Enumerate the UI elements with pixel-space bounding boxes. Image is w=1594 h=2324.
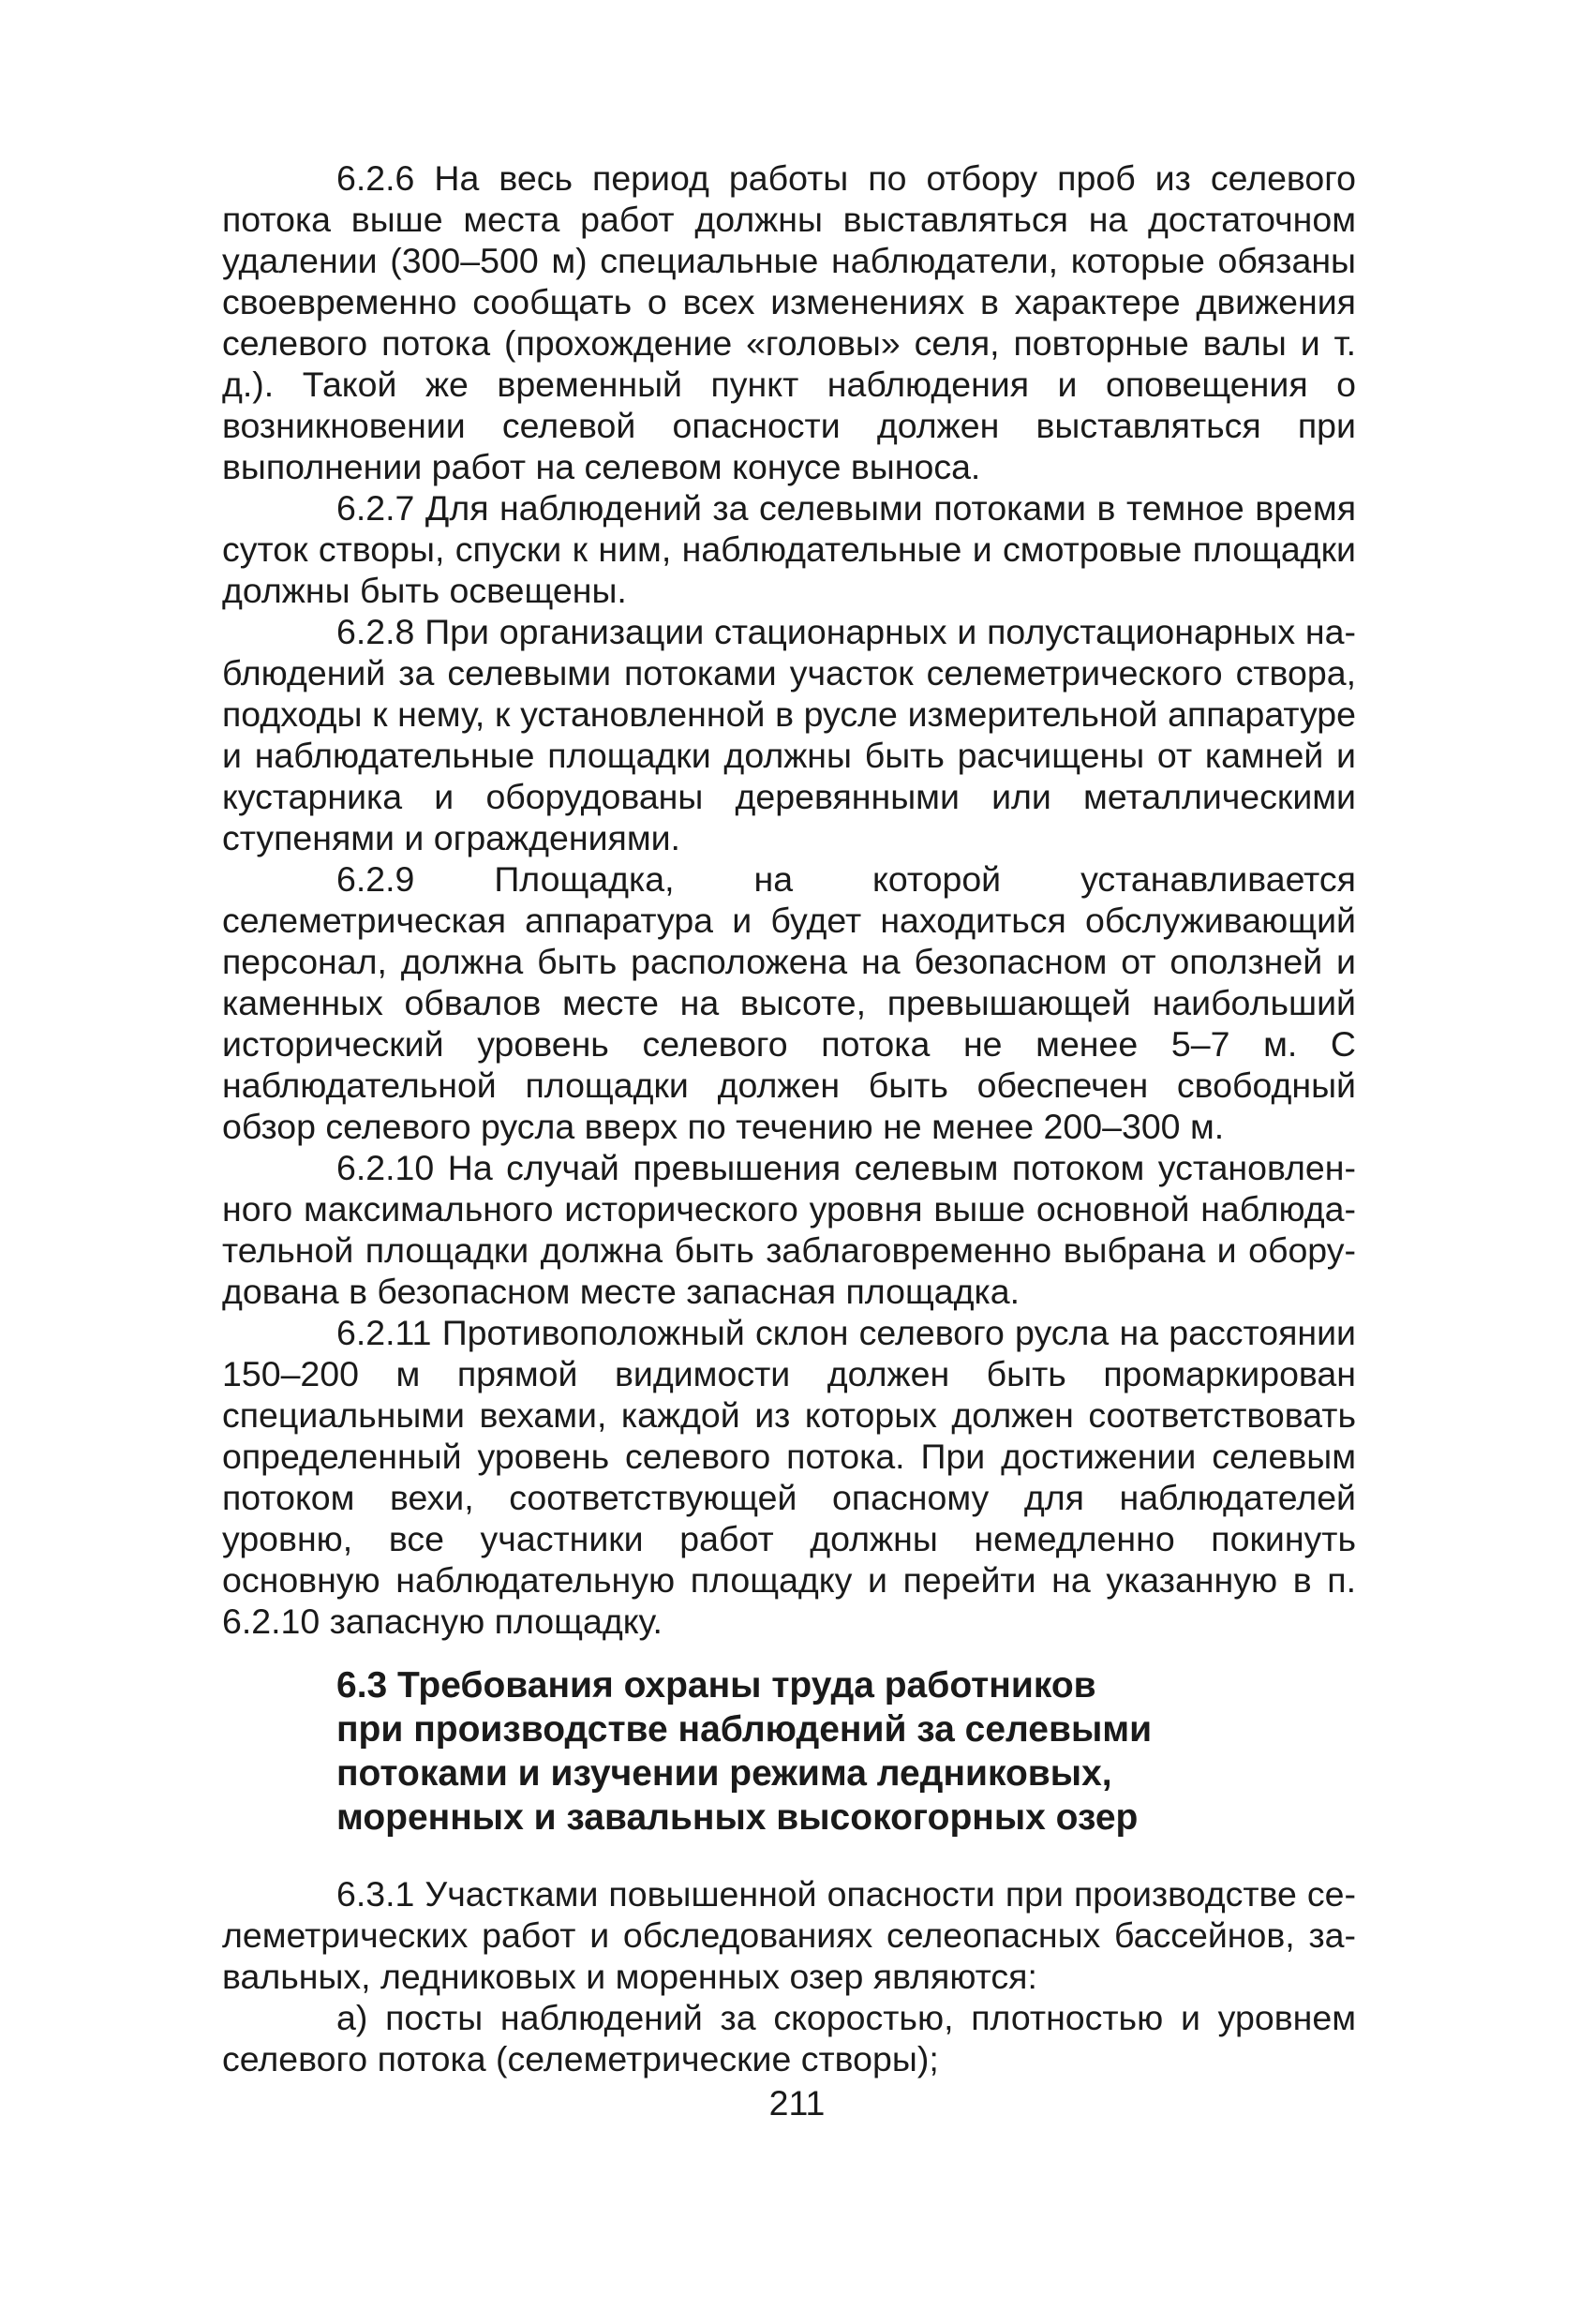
section-heading-6-3 — [336, 1663, 1274, 1840]
body-text-top — [222, 157, 1356, 1642]
paragraph-6-2-6: 6.2.6 На весь период работы по отбору проб из селевого потока выше места работ должны выставляться на достаточном удалении (300–500 м) специальные наблюдатели, которые обязаны своевременно сообщать о всех изменениях в характере движения селевого потока (прохождение «головы» селя, повторные валы и т. д.). Такой же временный пункт наблюдения и оповещения о возникновении селевой опасности должен выставляться при выполнении работ на селевом конусе выноса. — [222, 158, 1356, 486]
heading-line: моренных и завальных высокогорных озер — [336, 1797, 1139, 1838]
heading-line: при производстве наблюдений за селевыми — [336, 1709, 1153, 1750]
paragraph-6-2-11: 6.2.11 Противоположный склон селевого русла на расстоянии 150–200 м прямой видимости должен быть промаркирован специальными вехами, каждой из которых должен соответствовать определенный уровень селевого потока. При достижении селевым потоком вехи, соответствующей опасному для наблюдателей уровню, все участники работ должны немедленно покинуть основную наблюдательную площадку и перейти на указанную в п. 6.2.10 запасную площадку. — [222, 1313, 1356, 1641]
paragraph-6-2-7: 6.2.7 Для наблюдений за селевыми потоками в темное время суток створы, спуски к ним, наблюдательные и смотровые площадки должны быть освещены. — [222, 488, 1356, 610]
page-number: 211 — [768, 2083, 826, 2123]
paragraph-6-2-10: 6.2.10 На случай превышения селевым потоком установленного максимального исторического уровня выше основной наблюдательной площадки должна быть заблаговременно выбрана и оборудована в безопасном месте запасная площадка. — [222, 1148, 1356, 1311]
list-item-a: а) посты наблюдений за скоростью, плотностью и уровнем селевого потока (селеметрические створы); — [222, 1998, 1356, 2078]
paragraph-6-3-1: 6.3.1 Участками повышенной опасности при производстве селеметрических работ и обследованиях селеопасных бассейнов, завальных, ледниковых и моренных озер являются: — [222, 1874, 1356, 1996]
paragraph-6-2-9: 6.2.9 Площадка, на которой устанавливается селеметрическая аппаратура и будет находиться обслуживающий персонал, должна быть расположена на безопасном от оползней и каменных обвалов месте на высоте, превышающей наибольший исторический уровень селевого потока не менее 5–7 м. С наблюдательной площадки должен быть обеспечен свободный обзор селевого русла вверх по течению не менее 200–300 м. — [222, 859, 1356, 1146]
heading-line: потоками и изучении режима ледниковых, — [336, 1753, 1112, 1794]
paragraph-6-2-8: 6.2.8 При организации стационарных и полустационарных наблюдений за селевыми потоками участок селеметрического створа, подходы к нему, к установленной в русле измерительной аппаратуре и наблюдательные площадки должны быть расчищены от камней и кустарника и оборудованы деревянными или металлическими ступенями и ограждениями. — [222, 612, 1356, 857]
heading-line: 6.3 Требования охраны труда работников — [336, 1665, 1096, 1706]
body-text-bottom — [222, 1873, 1356, 2079]
